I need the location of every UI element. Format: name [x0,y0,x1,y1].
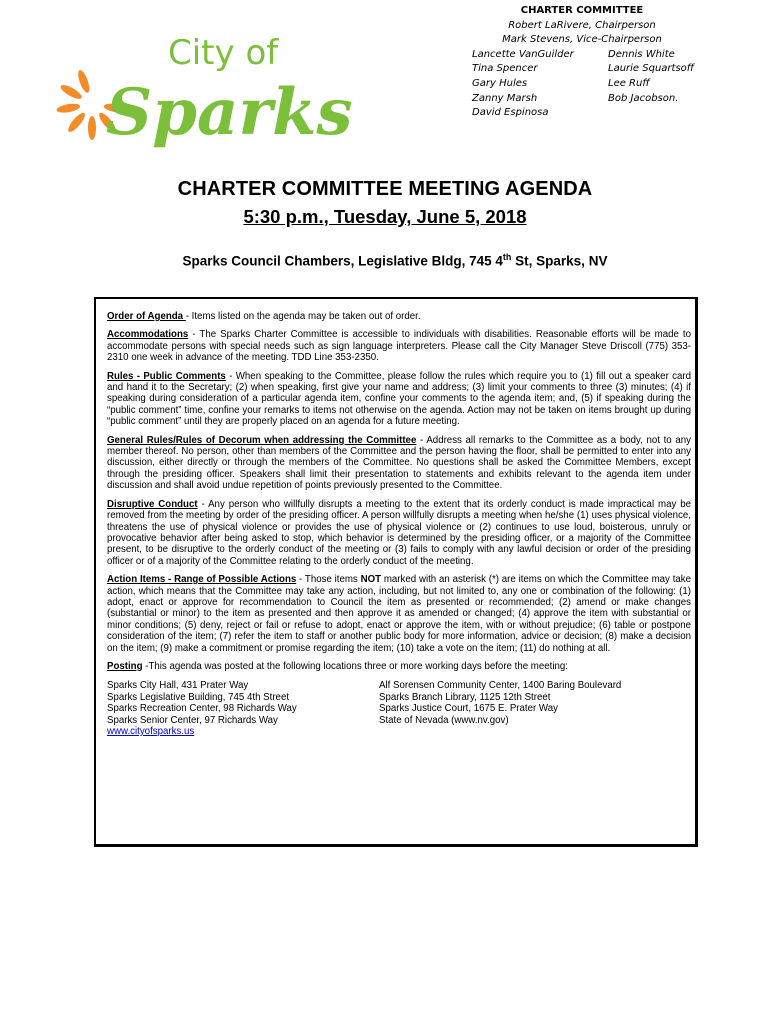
location-item: Sparks Recreation Center, 98 Richards Way [107,703,297,715]
city-website-link[interactable]: www.cityofsparks.us [107,726,195,737]
disruptive-conduct: Disruptive Conduct - Any person who willfully disrupts a meeting to the extent that its orderly conduct is made impractical may be removed from the meeting by order of the presiding officer. A person willfully disrupts a meeting when he/she (1) uses physical violence, threatens the use of physical violence or provides the use of physical violence or (2) continues to use loud, boisterous, unruly or provocative behavior after being asked to stop, which behavior is determined by the presiding officer, or a majority of the Committee present, to be disruptive to the orderly conduct of the meeting or (3) fails to comply with any lawful decision or order of the presiding officer or of a majority of the Committee relating to the orderly conduct of the meeting. [107,498,691,567]
accommodations: Accommodations - The Sparks Charter Committee is accessible to individuals with disabilities. Reasonable efforts will be made to accommodate persons with special needs such as sign language interpreters. Please call the City Manager Steve Driscoll (775) 353-2310 one week in advance of the meeting. TDD Line 353-2350. [107,329,691,364]
agenda-title: CHARTER COMMITTEE MEETING AGENDA [177,178,593,200]
roster-member: Laurie Squartsoff [608,63,694,75]
location-item: Sparks Senior Center, 97 Richards Way [107,714,278,726]
location-item: Sparks Branch Library, 1125 12th Street [379,691,551,703]
action-items: Action Items - Range of Possible Actions - Those items NOT marked with an asterisk (*) are items on which the Committee may take action, which means that the Committee may take any action, including, but not limited to, any one or combination of the following: (1) adopt, enact or approve for recommendation to Council the item as presented or recommended; (2) amend or make changes (substantial or minor) to the item as presented and then approve it as amended or changed; (4) approve the item with substantial or minor conditions; (5) deny, reject or fail or refuse to adopt, enact or approve the item, with or without prejudice; (6) table or postpone consideration of the item; (7) refer the item to staff or another public body for more information, advice or decision; (8) make a decision on the item; (9) make a commitment or promise regarding the item; (10) take a vote on the item; (11) do nothing at all. [107,574,691,654]
roster-member: David Espinosa [472,107,549,119]
city-of-sparks-logo [56,24,356,164]
roster-member: Dennis White [608,48,675,60]
posting-locations [107,680,691,737]
roster-member: Bob Jacobson. [608,92,679,104]
location-item: Sparks City Hall, 431 Prater Way [107,680,249,692]
meeting-date: 5:30 p.m., Tuesday, June 5, 2018 [243,206,527,227]
roster-member: Lancette VanGuilder [472,48,574,60]
roster-member: Lee Ruff [608,77,650,89]
rules-content [107,311,691,737]
logo-line2: Sparks [106,75,353,150]
roster-member: Tina Spencer [472,63,538,75]
meeting-location: Sparks Council Chambers, Legislative Bldg, 745 4th St, Sparks, NV [182,252,608,269]
public-comments-rules: Rules - Public Comments - When speaking to the Committee, please follow the rules which require you to (1) fill out a speaker card and hand it to the Secretary; (2) when speaking, first give your name and address; (3) limit your comments to three (3) minutes; (4) if speaking during consideration of a particular agenda item, confine your comments to the agenda item; and, (5) if speaking during the “public comment” time, confine your remarks to items not otherwise on the agenda. Action may not be taken on items brought up during “public comment” until they are properly placed on an agenda for a future meeting. [107,370,692,428]
decorum-rules: General Rules/Rules of Decorum when addressing the Committee - Address all remarks to the Committee as a body, not to any member thereof. No person, other than members of the Committee and the person having the floor, shall be permitted to enter into any discussion, either directly or through the members of the Committee. No questions shall be asked the Committee Members, except through the presiding officer. Speakers shall limit their presentation to statements and exhibits relevant to the agenda item under discussion and shall avoid undue repetition of points previously presented to the Committee. [107,434,691,492]
location-item: Sparks Legislative Building, 745 4th Street [107,691,290,703]
roster-member: Gary Hules [472,77,528,89]
roster-member [608,106,748,121]
logo-line1: City of [168,33,279,73]
sparks-sunburst-icon [56,24,356,164]
posting: Posting -This agenda was posted at the following locations three or more working days before the meeting: [107,660,568,672]
roster-vice-chair: Mark Stevens, Vice-Chairperson [502,34,662,46]
roster-chair: Robert LaRivere, Chairperson [508,19,656,31]
location-item: Sparks Justice Court, 1675 E. Prater Way [379,703,558,715]
location-item: Alf Sorensen Community Center, 1400 Baring Boulevard [379,680,622,692]
order-of-agenda: Order of Agenda - Items listed on the agenda may be taken out of order. [107,311,421,322]
roster-member: Zanny Marsh [472,92,538,104]
location-item: State of Nevada (www.nv.gov) [379,714,509,726]
roster-title: CHARTER COMMITTEE [520,5,644,16]
committee-roster [472,4,762,121]
